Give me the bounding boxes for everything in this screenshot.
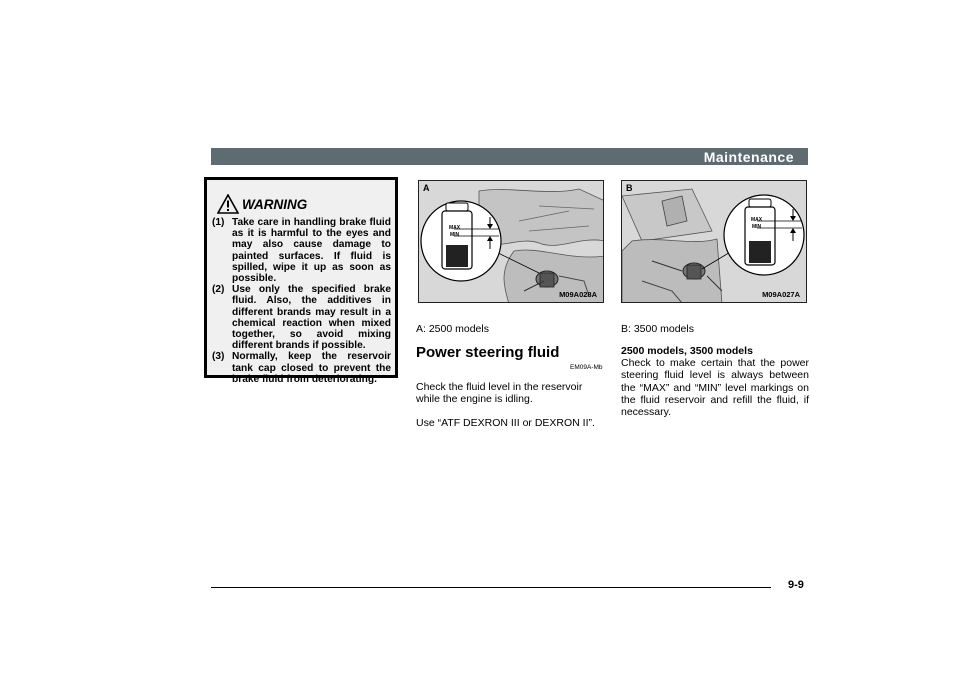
- figure-a-engine-bay: [418, 180, 604, 303]
- section-code: EM09A-Mb: [570, 364, 603, 371]
- warning-title: WARNING: [242, 196, 308, 212]
- check-fluid-paragraph: Check the fluid level in the reservoir while the engine is idling.: [416, 381, 583, 406]
- section-header-bar: [211, 148, 808, 165]
- warning-item-number: (3): [212, 351, 225, 363]
- warning-heading: [217, 194, 395, 214]
- warning-triangle-icon: [217, 194, 239, 214]
- models-text: Check to make certain that the power steering fluid level is always between the “MAX” and “MIN” level markings on the fluid reservoir and refill the fluid, if necessary.: [621, 357, 809, 419]
- models-paragraph: [621, 345, 809, 418]
- engine-bay-illustration-b: [622, 181, 807, 303]
- figure-a-code: M09A028A: [559, 290, 597, 299]
- figure-a-caption: A: 2500 models: [416, 323, 489, 335]
- models-heading: 2500 models, 3500 models: [621, 345, 753, 357]
- figure-b-code: M09A027A: [762, 290, 800, 299]
- warning-item-number: (2): [212, 284, 225, 296]
- figure-b-max-label: MAX: [751, 217, 763, 223]
- figure-a-letter: A: [423, 183, 430, 193]
- figure-b-letter: B: [626, 183, 633, 193]
- figure-a-max-label: MAX: [449, 225, 461, 231]
- figure-b-caption: B: 3500 models: [621, 323, 694, 335]
- section-title: Power steering fluid: [416, 344, 560, 361]
- section-header-title: Maintenance: [703, 148, 794, 165]
- warning-item-text: Use only the specified brake fluid. Also, the additives in different brands may result in a chemical reaction when mixed together, so avoid mixing different brands if possible.: [232, 284, 391, 352]
- figure-b-min-label: MIN: [752, 224, 762, 230]
- figure-a-min-label: MIN: [450, 232, 460, 238]
- engine-bay-illustration-a: [419, 181, 604, 303]
- warning-item-text: Normally, keep the reservoir tank cap closed to prevent the brake fluid from deteriorating.: [232, 351, 391, 385]
- figure-b-engine-bay: [621, 180, 807, 303]
- warning-box: [204, 177, 398, 385]
- warning-item: [212, 284, 391, 351]
- warning-item-text: Take care in handling brake fluid as it is harmful to the eyes and may also cause damage to painted surfaces. If fluid is spilled, wipe it up as soon as possible.: [232, 217, 391, 285]
- warning-item: [212, 351, 391, 385]
- warning-item-number: (1): [212, 217, 225, 228]
- fluid-type-paragraph: Use “ATF DEXRON III or DEXRON II”.: [416, 417, 595, 429]
- warning-list: [207, 217, 395, 385]
- page-number: 9-9: [788, 579, 804, 591]
- footer-rule: [211, 587, 771, 588]
- warning-item: [212, 217, 391, 284]
